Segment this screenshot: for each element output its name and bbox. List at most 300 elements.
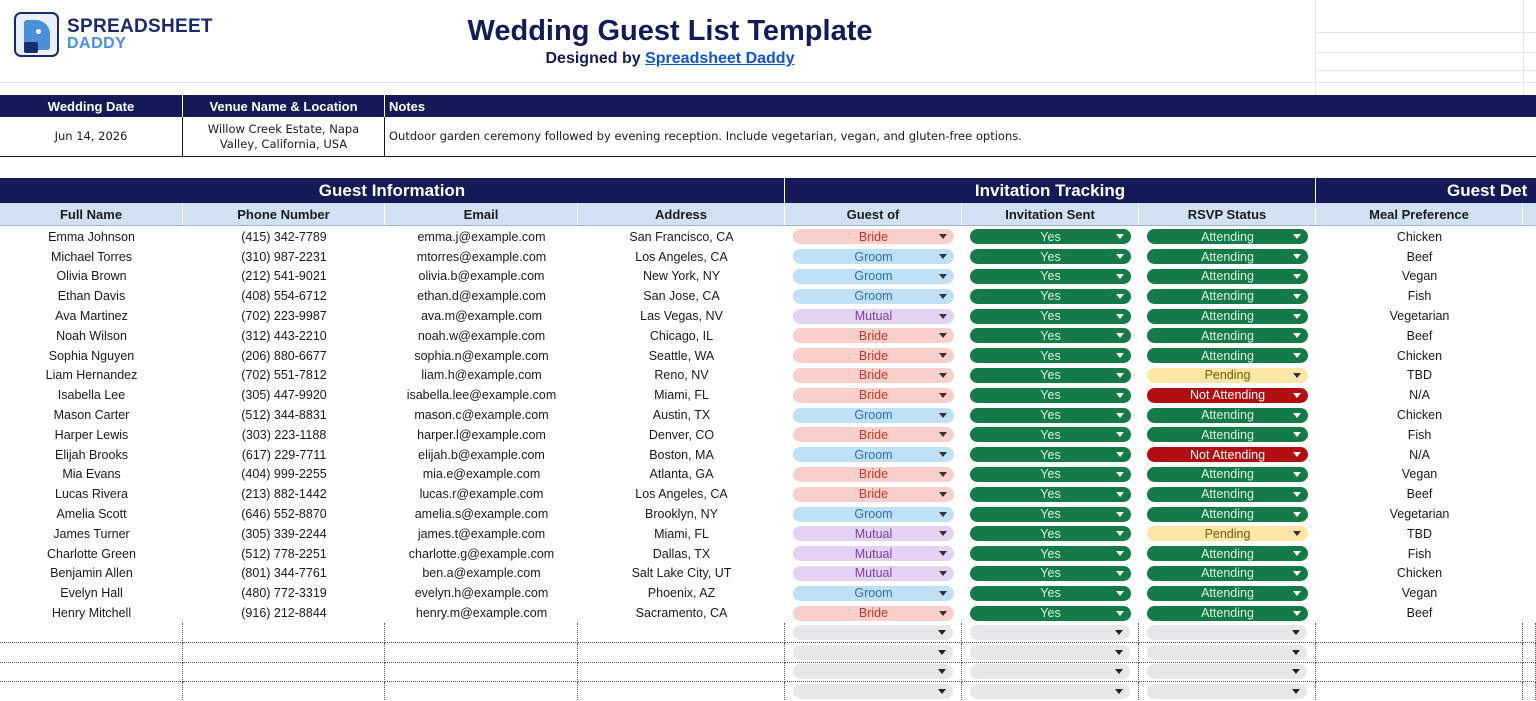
guest-of-dropdown[interactable] [793, 427, 954, 442]
guest-name-cell[interactable]: Benjamin Allen [50, 566, 133, 581]
dropdown-arrow-icon[interactable] [1292, 669, 1300, 674]
invitation-sent-dropdown[interactable] [970, 229, 1131, 244]
guest-name-cell[interactable]: Harper Lewis [54, 427, 129, 442]
dropdown-arrow-icon[interactable] [1292, 650, 1300, 655]
dropdown-arrow-icon[interactable] [939, 393, 947, 398]
address-cell[interactable]: Salt Lake City, UT [631, 566, 732, 581]
email-cell[interactable]: ben.a@example.com [422, 566, 541, 581]
dropdown-arrow-icon[interactable] [939, 333, 947, 338]
guest-name-cell[interactable]: Elijah Brooks [55, 447, 128, 462]
invitation-sent-dropdown[interactable] [970, 309, 1131, 324]
dropdown-arrow-icon[interactable] [1116, 611, 1124, 616]
invitation-sent-dropdown[interactable] [970, 328, 1131, 343]
invitation-sent-dropdown[interactable] [970, 269, 1131, 284]
empty-cell[interactable] [1316, 623, 1523, 643]
guest-name-cell[interactable]: Ava Martinez [55, 309, 128, 324]
invitation-sent-dropdown[interactable] [970, 467, 1131, 482]
email-cell[interactable]: emma.j@example.com [417, 229, 546, 244]
meal-preference-cell[interactable]: Vegan [1401, 269, 1438, 284]
guest-name-cell[interactable]: Noah Wilson [56, 328, 127, 343]
empty-dropdown[interactable] [1147, 645, 1307, 660]
dropdown-arrow-icon[interactable] [939, 234, 947, 239]
dropdown-arrow-icon[interactable] [1293, 254, 1301, 259]
dropdown-arrow-icon[interactable] [1293, 393, 1301, 398]
empty-cell[interactable] [962, 643, 1139, 663]
gridline [0, 82, 1536, 83]
guest-of-dropdown[interactable] [793, 447, 954, 462]
meal-preference-cell[interactable]: Fish [1407, 427, 1432, 442]
invitation-sent-dropdown[interactable] [970, 487, 1131, 502]
empty-cell[interactable] [785, 682, 962, 701]
rsvp-status-dropdown[interactable] [1147, 328, 1308, 343]
phone-cell[interactable]: (646) 552-8870 [241, 507, 327, 522]
col-rsvp-status[interactable]: RSVP Status [1139, 203, 1316, 225]
dropdown-arrow-icon[interactable] [1115, 689, 1123, 694]
rsvp-status-dropdown[interactable] [1147, 249, 1308, 264]
phone-cell[interactable]: (801) 344-7761 [241, 566, 327, 581]
venue-cell[interactable] [183, 117, 385, 156]
email-cell[interactable]: mason.c@example.com [414, 408, 549, 423]
address-cell[interactable]: New York, NY [642, 269, 721, 284]
empty-cell[interactable] [962, 663, 1139, 683]
dropdown-arrow-icon[interactable] [938, 669, 946, 674]
guest-name-cell[interactable]: Michael Torres [50, 249, 133, 264]
dropdown-arrow-icon[interactable] [1116, 512, 1124, 517]
rsvp-status-dropdown[interactable] [1147, 368, 1308, 383]
guest-name-cell[interactable]: Charlotte Green [47, 546, 136, 561]
dropdown-arrow-icon[interactable] [1293, 413, 1301, 418]
email-cell[interactable]: james.t@example.com [417, 526, 546, 541]
dropdown-arrow-icon[interactable] [1116, 472, 1124, 477]
empty-cell[interactable] [385, 663, 578, 683]
dropdown-arrow-icon[interactable] [1292, 630, 1300, 635]
phone-cell[interactable]: (212) 541-9021 [241, 269, 327, 284]
empty-dropdown[interactable] [1147, 664, 1307, 679]
empty-cell[interactable] [0, 623, 183, 643]
guest-of-dropdown[interactable] [793, 368, 954, 383]
table-row [0, 346, 1536, 366]
phone-cell[interactable]: (512) 778-2251 [241, 546, 327, 561]
meal-preference-cell[interactable]: N/A [1409, 447, 1430, 462]
empty-dropdown[interactable] [793, 664, 953, 679]
guest-of-dropdown[interactable] [793, 586, 954, 601]
invitation-sent-dropdown[interactable] [970, 526, 1131, 541]
col-meal-preference[interactable]: Meal Preference [1316, 203, 1523, 225]
meal-preference-cell[interactable]: N/A [1409, 388, 1430, 403]
address-cell[interactable]: San Jose, CA [643, 289, 720, 304]
phone-cell[interactable]: (310) 987-2231 [241, 249, 327, 264]
meal-preference-cell[interactable]: Vegetarian [1389, 507, 1450, 522]
invitation-sent-dropdown[interactable] [970, 249, 1131, 264]
guest-of-dropdown-cell [785, 564, 962, 584]
address-cell[interactable]: Seattle, WA [648, 348, 715, 363]
dropdown-arrow-icon[interactable] [939, 432, 947, 437]
dropdown-arrow-icon[interactable] [1293, 353, 1301, 358]
guest-of-dropdown[interactable] [793, 566, 954, 581]
meal-preference-cell[interactable]: TBD [1407, 368, 1432, 383]
dropdown-arrow-icon[interactable] [939, 492, 947, 497]
empty-cell[interactable] [1139, 663, 1316, 683]
empty-cell[interactable] [785, 623, 962, 643]
phone-cell[interactable]: (206) 880-6677 [241, 348, 327, 363]
guest-of-dropdown[interactable] [793, 249, 954, 264]
phone-cell[interactable]: (702) 223-9987 [241, 309, 327, 324]
dropdown-arrow-icon[interactable] [939, 452, 947, 457]
dropdown-arrow-icon[interactable] [1116, 492, 1124, 497]
guest-of-dropdown[interactable] [793, 487, 954, 502]
guest-of-dropdown[interactable] [793, 309, 954, 324]
empty-dropdown[interactable] [1147, 625, 1307, 640]
empty-cell[interactable] [1523, 663, 1536, 683]
dropdown-arrow-icon[interactable] [1116, 314, 1124, 319]
meal-preference-cell[interactable]: Chicken [1396, 566, 1443, 581]
guest-name-cell[interactable]: Sophia Nguyen [48, 348, 135, 363]
address-cell[interactable]: Los Angeles, CA [635, 487, 728, 502]
meal-preference-cell[interactable]: Vegan [1401, 586, 1438, 601]
address-cell[interactable]: Los Angeles, CA [635, 249, 728, 264]
dropdown-arrow-icon[interactable] [1293, 492, 1301, 497]
guest-name-cell[interactable]: Evelyn Hall [60, 586, 123, 601]
phone-cell[interactable]: (617) 229-7711 [241, 447, 327, 462]
email-cell[interactable]: ethan.d@example.com [417, 289, 546, 304]
rsvp-status-dropdown[interactable] [1147, 487, 1308, 502]
col-invitation-sent[interactable]: Invitation Sent [962, 203, 1139, 225]
meal-preference-cell[interactable]: Fish [1407, 546, 1432, 561]
phone-cell[interactable]: (415) 342-7789 [241, 229, 327, 244]
dropdown-arrow-icon[interactable] [939, 274, 947, 279]
dropdown-arrow-icon[interactable] [1116, 353, 1124, 358]
dropdown-arrow-icon[interactable] [1293, 512, 1301, 517]
guest-of-dropdown[interactable] [793, 546, 954, 561]
address-cell[interactable]: Atlanta, GA [649, 467, 714, 482]
email-cell[interactable]: evelyn.h@example.com [414, 586, 549, 601]
rsvp-status-dropdown[interactable] [1147, 586, 1308, 601]
guest-name-cell[interactable]: Liam Hernandez [45, 368, 138, 383]
dropdown-arrow-icon[interactable] [1293, 611, 1301, 616]
dropdown-arrow-icon[interactable] [1116, 413, 1124, 418]
dropdown-arrow-icon[interactable] [1293, 294, 1301, 299]
address-cell[interactable]: Reno, NV [654, 368, 709, 383]
rsvp-status-dropdown[interactable] [1147, 467, 1308, 482]
col-phone-number[interactable]: Phone Number [183, 203, 385, 225]
rsvp-status-dropdown[interactable] [1147, 388, 1308, 403]
empty-cell[interactable] [385, 643, 578, 663]
address-cell[interactable]: Brooklyn, NY [645, 507, 718, 522]
phone-cell[interactable]: (480) 772-3319 [241, 586, 327, 601]
dropdown-arrow-icon[interactable] [939, 551, 947, 556]
dropdown-arrow-icon[interactable] [938, 630, 946, 635]
invitation-sent-dropdown[interactable] [970, 388, 1131, 403]
dropdown-arrow-icon[interactable] [1116, 373, 1124, 378]
invitation-sent-dropdown[interactable] [970, 348, 1131, 363]
address-cell[interactable]: Dallas, TX [652, 546, 711, 561]
dropdown-arrow-icon[interactable] [1116, 591, 1124, 596]
meal-preference-cell[interactable]: Beef [1406, 328, 1433, 343]
phone-cell[interactable]: (404) 999-2255 [241, 467, 327, 482]
rsvp-status-dropdown[interactable] [1147, 526, 1308, 541]
empty-cell[interactable] [962, 682, 1139, 701]
dropdown-arrow-icon[interactable] [939, 472, 947, 477]
guest-name-cell[interactable]: Lucas Rivera [55, 487, 128, 502]
col-address[interactable]: Address [578, 203, 785, 225]
rsvp-status-dropdown[interactable] [1147, 566, 1308, 581]
invitation-sent-dropdown[interactable] [970, 566, 1131, 581]
invitation-sent-dropdown[interactable] [970, 427, 1131, 442]
dropdown-arrow-icon[interactable] [938, 689, 946, 694]
empty-cell[interactable] [183, 623, 385, 643]
dropdown-arrow-icon[interactable] [1116, 571, 1124, 576]
guest-name-cell[interactable]: Mia Evans [62, 467, 121, 482]
guest-name-cell[interactable]: Ethan Davis [57, 289, 126, 304]
invitation-sent-dropdown[interactable] [970, 606, 1131, 621]
email-cell[interactable]: olivia.b@example.com [418, 269, 545, 284]
address-cell[interactable]: Denver, CO [648, 427, 715, 442]
email-cell[interactable]: isabella.lee@example.com [406, 388, 557, 403]
meal-preference-cell[interactable]: Beef [1406, 487, 1433, 502]
empty-dropdown[interactable] [793, 684, 953, 699]
empty-cell[interactable] [0, 643, 183, 663]
email-cell[interactable]: ava.m@example.com [420, 309, 543, 324]
empty-cell[interactable] [785, 663, 962, 683]
guest-of-dropdown[interactable] [793, 289, 954, 304]
dropdown-arrow-icon[interactable] [1293, 274, 1301, 279]
empty-cell[interactable] [1523, 682, 1536, 701]
dropdown-arrow-icon[interactable] [1293, 234, 1301, 239]
guest-name-cell[interactable]: Emma Johnson [48, 229, 135, 244]
guest-of-dropdown[interactable] [793, 507, 954, 522]
dropdown-arrow-icon[interactable] [939, 413, 947, 418]
empty-dropdown[interactable] [793, 645, 953, 660]
empty-dropdown[interactable] [970, 645, 1130, 660]
meal-preference-cell[interactable]: TBD [1407, 526, 1432, 541]
empty-cell[interactable] [962, 623, 1139, 643]
rsvp-status-dropdown[interactable] [1147, 546, 1308, 561]
empty-cell[interactable] [0, 663, 183, 683]
email-cell[interactable]: sophia.n@example.com [414, 348, 549, 363]
phone-cell[interactable]: (303) 223-1188 [241, 427, 327, 442]
empty-dropdown[interactable] [970, 684, 1130, 699]
dropdown-arrow-icon[interactable] [1116, 452, 1124, 457]
dropdown-arrow-icon[interactable] [939, 373, 947, 378]
meal-preference-cell[interactable]: Fish [1407, 289, 1432, 304]
email-cell[interactable]: mtorres@example.com [416, 249, 547, 264]
rsvp-status-dropdown[interactable] [1147, 408, 1308, 423]
meal-preference-cell[interactable]: Chicken [1396, 348, 1443, 363]
empty-cell[interactable] [183, 643, 385, 663]
rsvp-status-dropdown[interactable] [1147, 229, 1308, 244]
empty-dropdown[interactable] [970, 625, 1130, 640]
phone-cell[interactable]: (213) 882-1442 [241, 487, 327, 502]
guest-of-dropdown[interactable] [793, 229, 954, 244]
email-cell[interactable]: amelia.s@example.com [414, 507, 549, 522]
invitation-sent-dropdown[interactable] [970, 368, 1131, 383]
empty-cell[interactable] [0, 682, 183, 701]
dropdown-arrow-icon[interactable] [1116, 274, 1124, 279]
invitation-sent-dropdown[interactable] [970, 289, 1131, 304]
email-cell[interactable]: liam.h@example.com [421, 368, 542, 383]
phone-cell[interactable]: (305) 447-9920 [241, 388, 327, 403]
dropdown-arrow-icon[interactable] [1116, 551, 1124, 556]
col-full-name[interactable]: Full Name [0, 203, 183, 225]
meal-preference-cell[interactable]: Chicken [1396, 408, 1443, 423]
notes-cell[interactable]: Outdoor garden ceremony followed by evening reception. Include vegetarian, vegan, and gluten-free options. [389, 129, 1022, 143]
empty-cell[interactable] [1139, 682, 1316, 701]
dropdown-arrow-icon[interactable] [1293, 571, 1301, 576]
empty-cell[interactable] [385, 682, 578, 701]
rsvp-status-dropdown[interactable] [1147, 427, 1308, 442]
empty-cell[interactable] [1523, 623, 1536, 643]
address-cell[interactable]: Miami, FL [654, 388, 709, 403]
guest-of-dropdown[interactable] [793, 388, 954, 403]
rsvp-status-dropdown[interactable] [1147, 348, 1308, 363]
email-cell[interactable]: elijah.b@example.com [418, 447, 545, 462]
dropdown-arrow-icon[interactable] [1293, 591, 1301, 596]
dropdown-arrow-icon[interactable] [939, 254, 947, 259]
dropdown-arrow-icon[interactable] [1116, 254, 1124, 259]
phone-cell[interactable]: (702) 551-7812 [241, 368, 327, 383]
empty-dropdown[interactable] [793, 625, 953, 640]
email-cell[interactable]: henry.m@example.com [415, 606, 548, 621]
guest-of-dropdown[interactable] [793, 328, 954, 343]
email-cell[interactable]: lucas.r@example.com [419, 487, 544, 502]
venue-line-2: Valley, California, USA [219, 136, 348, 151]
dropdown-arrow-icon[interactable] [1293, 432, 1301, 437]
dropdown-arrow-icon[interactable] [1293, 373, 1301, 378]
dropdown-arrow-icon[interactable] [1115, 650, 1123, 655]
guest-of-dropdown[interactable] [793, 606, 954, 621]
dropdown-arrow-icon[interactable] [1292, 689, 1300, 694]
empty-cell[interactable] [1139, 643, 1316, 663]
empty-cell[interactable] [1316, 663, 1523, 683]
address-cell[interactable]: Sacramento, CA [635, 606, 728, 621]
meal-preference-cell[interactable]: Chicken [1396, 229, 1443, 244]
guest-of-dropdown[interactable] [793, 269, 954, 284]
overflow-cell [1523, 484, 1536, 504]
col-guest-of[interactable]: Guest of [785, 203, 962, 225]
invitation-sent-dropdown[interactable] [970, 447, 1131, 462]
guest-of-dropdown[interactable] [793, 526, 954, 541]
dropdown-arrow-icon[interactable] [1116, 531, 1124, 536]
invitation-sent-dropdown[interactable] [970, 546, 1131, 561]
address-cell[interactable]: Austin, TX [652, 408, 711, 423]
dropdown-arrow-icon[interactable] [939, 591, 947, 596]
empty-cell[interactable] [385, 623, 578, 643]
empty-dropdown[interactable] [1147, 684, 1307, 699]
rsvp-status-dropdown[interactable] [1147, 606, 1308, 621]
phone-cell[interactable]: (512) 344-8831 [241, 408, 327, 423]
empty-cell[interactable] [578, 682, 785, 701]
empty-cell[interactable] [183, 663, 385, 683]
guest-name-cell[interactable]: Mason Carter [53, 408, 130, 423]
address-cell[interactable]: Miami, FL [654, 526, 709, 541]
invitation-sent-dropdown-value: Yes [1040, 586, 1061, 601]
dropdown-arrow-icon[interactable] [1293, 551, 1301, 556]
meal-preference-cell[interactable]: Beef [1406, 606, 1433, 621]
overflow-cell [1523, 583, 1536, 603]
dropdown-arrow-icon[interactable] [939, 294, 947, 299]
empty-cell[interactable] [1316, 682, 1523, 701]
guest-name-cell[interactable]: Isabella Lee [57, 388, 126, 403]
empty-cell[interactable] [183, 682, 385, 701]
meal-preference-cell[interactable]: Vegetarian [1389, 309, 1450, 324]
meal-preference-cell[interactable]: Beef [1406, 249, 1433, 264]
dropdown-arrow-icon[interactable] [938, 650, 946, 655]
designer-link[interactable]: Spreadsheet Daddy [645, 50, 795, 67]
dropdown-arrow-icon[interactable] [1115, 630, 1123, 635]
dropdown-arrow-icon[interactable] [1116, 393, 1124, 398]
dropdown-arrow-icon[interactable] [939, 512, 947, 517]
dropdown-arrow-icon[interactable] [1293, 333, 1301, 338]
rsvp-status-dropdown[interactable] [1147, 289, 1308, 304]
address-cell[interactable]: San Francisco, CA [629, 229, 734, 244]
phone-cell[interactable]: (916) 212-8844 [241, 606, 327, 621]
col-email[interactable]: Email [385, 203, 578, 225]
empty-dropdown[interactable] [970, 664, 1130, 679]
dropdown-arrow-icon[interactable] [1116, 234, 1124, 239]
wedding-date-cell[interactable]: Jun 14, 2026 [0, 117, 183, 156]
dropdown-arrow-icon[interactable] [1116, 432, 1124, 437]
guest-of-dropdown[interactable] [793, 348, 954, 363]
email-cell[interactable]: mia.e@example.com [422, 467, 541, 482]
meal-preference-cell[interactable]: Vegan [1401, 467, 1438, 482]
dropdown-arrow-icon[interactable] [1293, 531, 1301, 536]
dropdown-arrow-icon[interactable] [1116, 294, 1124, 299]
email-cell[interactable]: charlotte.g@example.com [408, 546, 555, 561]
address-cell[interactable]: Phoenix, AZ [647, 586, 716, 601]
dropdown-arrow-icon[interactable] [939, 611, 947, 616]
guest-of-dropdown[interactable] [793, 408, 954, 423]
dropdown-arrow-icon[interactable] [939, 353, 947, 358]
guest-of-dropdown[interactable] [793, 467, 954, 482]
invitation-sent-dropdown[interactable] [970, 586, 1131, 601]
address-cell[interactable]: Chicago, IL [649, 328, 714, 343]
guest-name-cell[interactable]: Amelia Scott [56, 507, 127, 522]
dropdown-arrow-icon[interactable] [939, 314, 947, 319]
rsvp-status-dropdown[interactable] [1147, 309, 1308, 324]
invitation-sent-dropdown[interactable] [970, 408, 1131, 423]
empty-cell[interactable] [1523, 643, 1536, 663]
empty-cell[interactable] [1139, 623, 1316, 643]
address-cell[interactable]: Boston, MA [649, 447, 714, 462]
dropdown-arrow-icon[interactable] [1115, 669, 1123, 674]
dropdown-arrow-icon[interactable] [939, 531, 947, 536]
invitation-sent-dropdown-cell [962, 346, 1139, 366]
address-cell[interactable]: Las Vegas, NV [640, 309, 723, 324]
phone-cell[interactable]: (312) 443-2210 [241, 328, 327, 343]
empty-cell[interactable] [785, 643, 962, 663]
rsvp-status-dropdown[interactable] [1147, 447, 1308, 462]
empty-cell[interactable] [578, 623, 785, 643]
rsvp-status-dropdown[interactable] [1147, 507, 1308, 522]
rsvp-status-dropdown[interactable] [1147, 269, 1308, 284]
guest-name-cell[interactable]: Henry Mitchell [51, 606, 132, 621]
email-cell[interactable]: harper.l@example.com [417, 427, 546, 442]
guest-name-cell[interactable]: James Turner [53, 526, 130, 541]
phone-cell[interactable]: (305) 339-2244 [241, 526, 327, 541]
empty-cell[interactable] [1316, 643, 1523, 663]
dropdown-arrow-icon[interactable] [1293, 472, 1301, 477]
phone-cell[interactable]: (408) 554-6712 [241, 289, 327, 304]
guest-name-cell[interactable]: Olivia Brown [56, 269, 127, 284]
dropdown-arrow-icon[interactable] [1116, 333, 1124, 338]
dropdown-arrow-icon[interactable] [1293, 314, 1301, 319]
dropdown-arrow-icon[interactable] [939, 571, 947, 576]
invitation-sent-dropdown[interactable] [970, 507, 1131, 522]
empty-cell[interactable] [578, 663, 785, 683]
empty-cell[interactable] [578, 643, 785, 663]
email-cell[interactable]: noah.w@example.com [417, 328, 546, 343]
dropdown-arrow-icon[interactable] [1293, 452, 1301, 457]
